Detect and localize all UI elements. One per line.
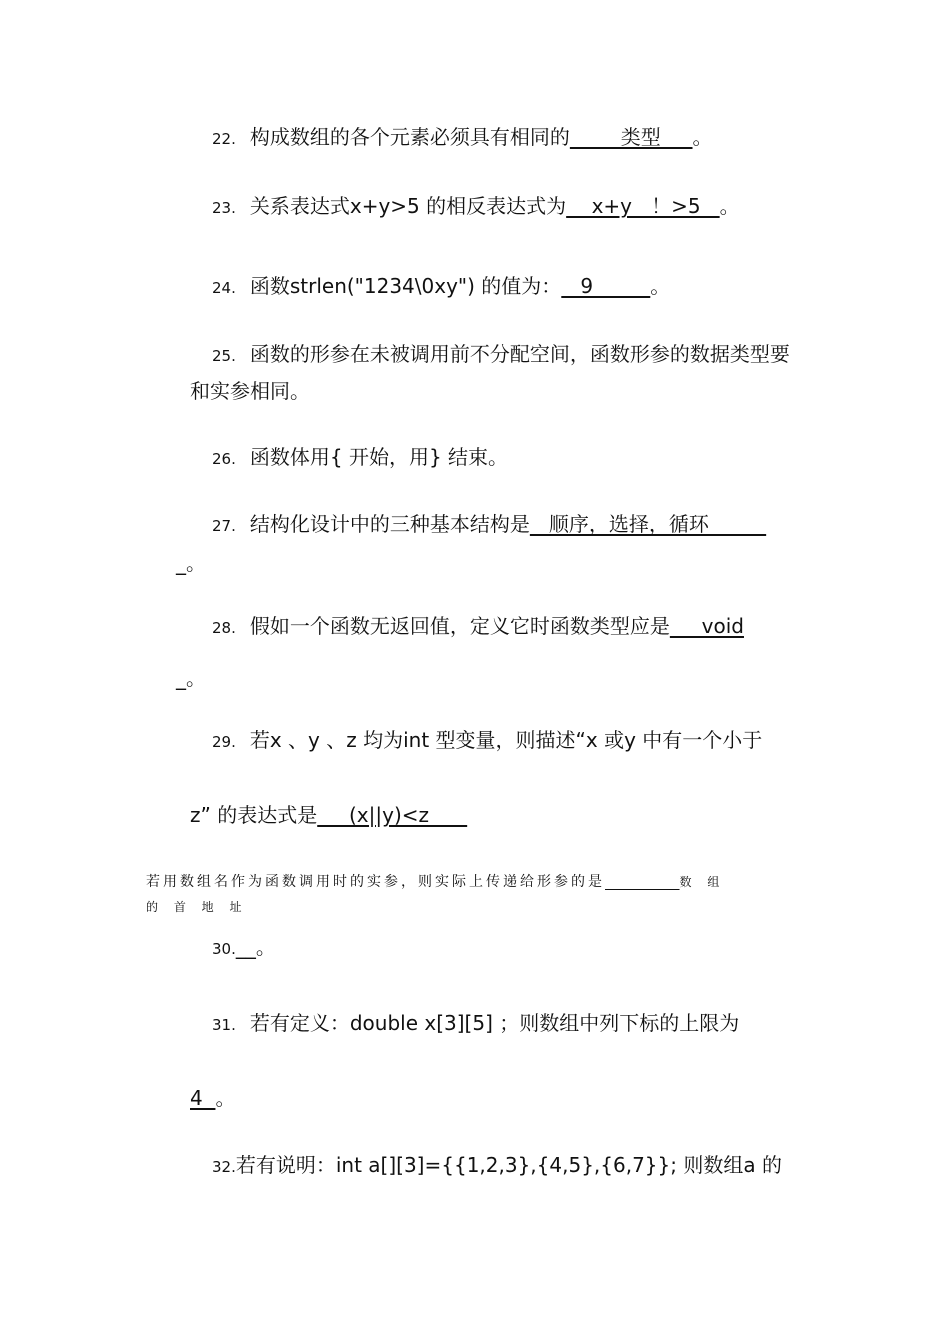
question-text: 若有定义：double x[3][5] ；则数组中列下标的上限为 [249,1011,740,1035]
question-number: 30. [212,940,236,958]
question-25-cont: 和实参相同。 [190,379,310,403]
question-number: 22. [212,130,236,148]
question-24 [212,273,670,301]
question-text: 假如一个函数无返回值，定义它时函数类型应是 [249,614,670,638]
question-end: 。 [650,274,671,298]
question-30-cont: 的 首 地 址 [146,900,248,914]
question-end: __。 [235,935,276,959]
answer-blank: x+y ！>5 [566,194,720,218]
question-27-cont: _。 [176,551,206,575]
question-23 [212,193,740,221]
question-text: 结构化设计中的三种基本结构是 [249,512,530,536]
question-text: z” 的表达式是 [190,803,318,827]
question-number: 24. [212,279,236,297]
question-29-cont [190,802,467,828]
question-number: 23. [212,199,236,217]
question-text: 若有说明：int a[][3]={{1,2,3},{4,5},{6,7}}; 则数组a 的 [235,1153,782,1177]
question-text: 若用数组名作为函数调用时的实参，则实际上传递给形参的是 [146,874,605,890]
answer-text: 数 组 [679,875,726,889]
answer-blank: 顺序，选择，循环 [529,512,767,536]
question-text: 函数的形参在未被调用前不分配空间，函数形参的数据类型要 [249,342,790,366]
question-number: 32. [212,1158,236,1176]
question-text: 函数体用{ 开始，用} 结束。 [249,445,509,469]
question-text: 函数strlen("1234\0xy") 的值为： [249,274,562,298]
answer-blank: 4 [190,1086,216,1110]
question-end: 。 [719,194,740,218]
question-31-cont [190,1085,235,1111]
question-text: 关系表达式x+y>5 的相反表达式为 [249,194,567,218]
answer-blank: void [669,614,744,638]
question-number: 25. [212,347,236,365]
question-25 [212,341,790,369]
question-number: 29. [212,733,236,751]
question-32 [212,1152,782,1180]
question-28-cont: _。 [176,666,206,690]
answer-blank: 9 [561,274,651,298]
question-31 [212,1010,739,1038]
question-29 [212,727,762,755]
question-30 [146,872,725,892]
question-text: 若x 、y 、z 均为int 型变量，则描述“x 或y 中有一个小于 [249,728,763,752]
answer-blank: (x||y)<z [317,803,468,827]
question-end: 。 [215,1086,236,1110]
question-22 [212,124,713,152]
question-number: 31. [212,1016,236,1034]
question-26 [212,444,508,472]
question-number: 26. [212,450,236,468]
answer-blank [605,874,680,890]
question-30-number-line [212,934,276,962]
question-27 [212,511,766,539]
question-number: 28. [212,619,236,637]
question-end: 。 [692,125,713,149]
question-28 [212,613,744,641]
answer-blank: 类型 [569,125,693,149]
question-text: 构成数组的各个元素必须具有相同的 [249,125,570,149]
question-number: 27. [212,517,236,535]
